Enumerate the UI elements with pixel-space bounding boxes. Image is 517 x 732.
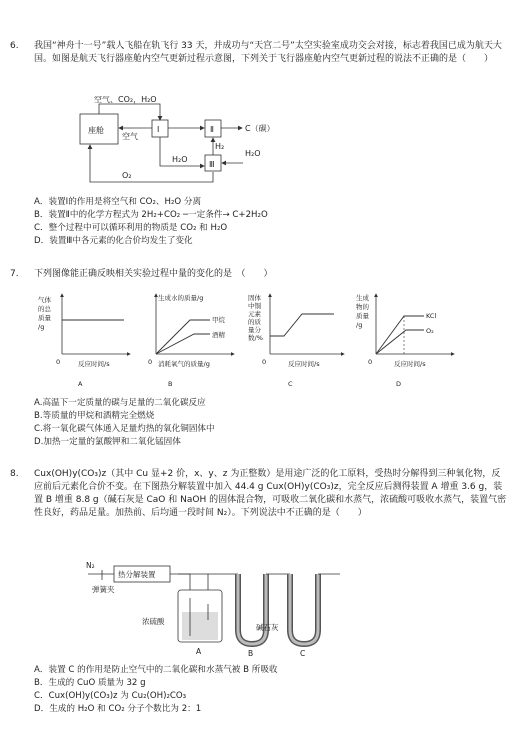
graph-d: [356, 293, 454, 388]
heater-label: 热分解装置: [118, 570, 156, 579]
graph-d-o2-line: [376, 330, 424, 354]
question-number: 6.: [10, 41, 19, 51]
graph-a-ylabel: /g: [38, 323, 45, 331]
graph-c-ylabel: 数/%: [248, 334, 263, 342]
question-stem: Cux(OH)y(CO₃)z（其中 Cu 显+2 价，x、y、z 为正整数）是用途广泛的化工原料，受热时分解得到三种氧化物，反应前后元素化合价不变。在下图热分解装置中加入 44.4 g Cux(OH)y(CO₃)z，完全反应后测得装置 A 增重 3.6 g，装置 B 增重 8.8 g（碱石灰是 CaO 和 NaOH 的固体混合物，可吸收二氧化碳和水蒸气，浓硫酸可吸收水蒸气，装置气密性良好，药品足量。加热前、后均通一段时间 N₂）。下列说法中不正确的是（ ）: [34, 469, 507, 519]
graphs-row: [34, 290, 464, 392]
flow-label-h2o-bottom: H₂O: [172, 155, 188, 164]
unit-3-label: Ⅲ: [209, 160, 215, 169]
graph-a-ylabel: 质量: [38, 314, 51, 322]
flow-label-h2: H₂: [215, 142, 225, 151]
u-tube-b: [238, 574, 266, 644]
question-stem: 我国“神舟十一号”载人飞船在轨飞行 33 天，并成功与“天宫二号”太空实验室成功交会对接，标志着我国已成为航天大国。如图是航天飞行器座舱内空气更新过程示意图，下列关于飞行器座舱内空气更新过程的说法不正确的是（ ）: [34, 41, 502, 65]
bottle-a-letter: A: [196, 647, 202, 656]
question-number: 7.: [10, 269, 19, 279]
option-c: C．整个过程中可以循环利用的物质是 CO₂ 和 H₂O: [34, 223, 228, 233]
u-tube-b-letter: B: [248, 649, 254, 658]
u-tube-c: [290, 574, 318, 644]
option-c: C.将一氧化碳气体通入足量灼热的氧化铜固体中: [34, 424, 215, 434]
option-d: D．装置Ⅲ中各元素的化合价均发生了变化: [34, 236, 193, 246]
lime-label: 碱石灰: [256, 623, 279, 632]
flow-label-carbon: C（碳）: [245, 124, 275, 133]
flow-label-o2: O₂: [122, 171, 132, 180]
graph-b-letter: B: [168, 380, 173, 388]
graph-d-letter: D: [396, 380, 402, 388]
option-b: B．装置Ⅱ中的化学方程式为 2H₂+CO₂ ─一定条件→ C+2H₂O: [34, 210, 268, 220]
graph-d-ylabel: /g: [356, 321, 363, 329]
question-stem: 下列图像能正确反映相关实验过程中量的变化的是 （ ）: [34, 269, 273, 279]
graph-d-ylabel: 质量: [356, 312, 369, 320]
graph-c-ylabel: 元素: [248, 310, 261, 318]
cabin-label: 座舱: [88, 126, 104, 135]
n2-label: N₂: [86, 561, 95, 570]
graph-c-letter: C: [288, 380, 293, 388]
thermal-decomposition-apparatus: [78, 560, 358, 658]
graph-c: [248, 293, 344, 388]
option-a: A．装置Ⅰ的作用是将空气和 CO₂、H₂O 分离: [34, 197, 202, 207]
question-number: 8.: [10, 469, 19, 479]
graph-d-series-o2: O₂: [426, 327, 434, 335]
u-tube-c-letter: C: [300, 649, 306, 658]
option-d: D．生成的 H₂O 和 CO₂ 分子个数比为 2：1: [34, 704, 202, 714]
graph-d-series-kcl: KCl: [426, 312, 437, 320]
graph-c-ylabel: 中铜: [248, 302, 261, 310]
graph-a-origin: 0: [56, 358, 61, 366]
graph-d-origin: 0: [368, 358, 373, 366]
cabin-air-diagram: [70, 96, 310, 188]
graph-d-ylabel: 生成: [356, 294, 369, 302]
acid-label: 浓硫酸: [142, 617, 165, 626]
option-d: D.加热一定量的氯酸钾和二氧化锰固体: [34, 437, 181, 447]
graph-b-methane-line: [156, 320, 210, 354]
graph-b-ethanol-line: [156, 334, 210, 354]
graph-b-xlabel: 消耗氧气的质量/g: [158, 360, 210, 368]
graph-a: [38, 294, 130, 388]
graph-c-origin: 0: [262, 358, 267, 366]
unit-1-label: Ⅰ: [157, 125, 160, 134]
unit-1-box: [152, 120, 168, 137]
option-c: C．Cux(OH)y(CO₃)z 为 Cu₂(OH)₂CO₃: [34, 691, 187, 701]
graph-c-ylabel: 量分: [248, 326, 261, 334]
graph-d-xlabel: 反应时间/s: [394, 360, 426, 368]
option-b: B.等质量的甲烷和酒精完全燃烧: [34, 411, 155, 421]
graph-c-ylabel: 固体: [248, 294, 261, 302]
question-7: [10, 268, 507, 281]
graph-b: [148, 293, 234, 388]
graph-b-origin: 0: [148, 358, 153, 366]
graph-b-series-methane: 甲烷: [212, 316, 225, 324]
flow-label-h2o-right: H₂O: [245, 149, 261, 158]
graph-b-series-ethanol: 酒精: [212, 331, 225, 339]
option-a: A．装置 C 的作用是防止空气中的二氧化碳和水蒸气被 B 所吸收: [34, 665, 278, 675]
flow-label-air: 空气: [122, 132, 138, 141]
graph-a-xlabel: 反应时间/s: [78, 360, 110, 368]
question-6: [10, 40, 507, 66]
unit-2-label: Ⅱ: [210, 125, 214, 134]
graph-b-ylabel: 生成水的质量/g: [158, 294, 204, 302]
graph-a-ylabel: 气体: [38, 296, 51, 304]
graph-c-xlabel: 反应时间/s: [288, 360, 320, 368]
question-8: [10, 468, 507, 520]
graph-d-ylabel: 物的: [356, 303, 369, 311]
graph-c-line: [270, 314, 334, 336]
clamp-label: 弹簧夹: [92, 585, 115, 594]
option-b: B．生成的 CuO 质量为 32 g: [34, 678, 146, 688]
flow-label-top: 空气、CO₂，H₂O: [94, 96, 157, 104]
graph-a-letter: A: [78, 380, 83, 388]
graph-c-ylabel: 的质: [248, 318, 261, 326]
graph-a-ylabel: 的总: [38, 305, 51, 313]
option-a: A.高温下一定质量的碳与足量的二氧化碳反应: [34, 398, 206, 408]
